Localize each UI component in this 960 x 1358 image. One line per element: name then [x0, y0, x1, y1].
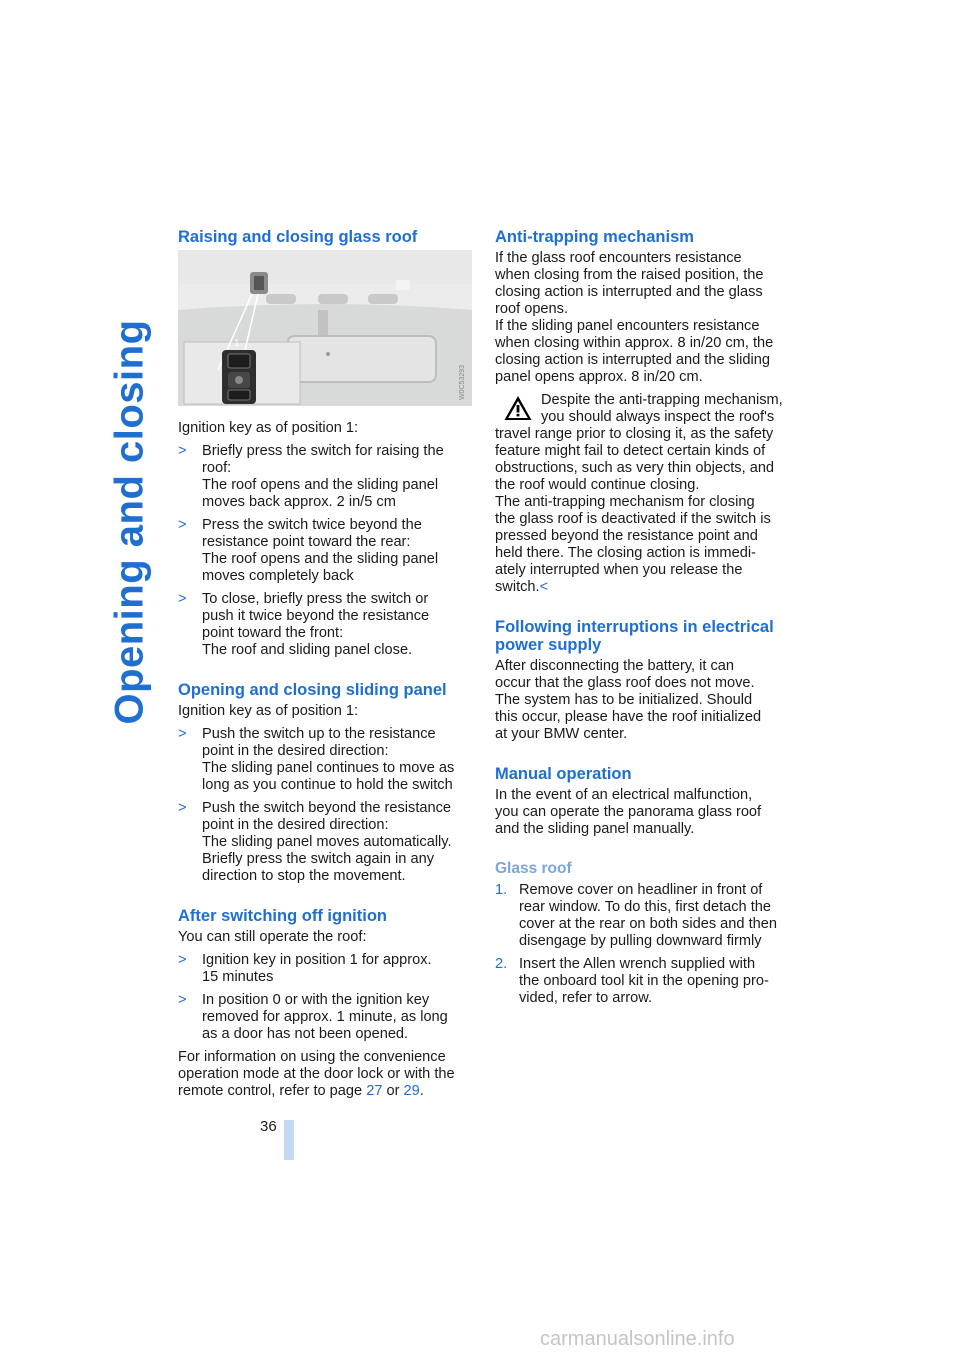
list-item-text: In position 0 or with the ignition key removed for approx. 1 minute, as long as a door has not been opened. [202, 992, 448, 1042]
site-watermark: carmanualsonline.info [540, 1328, 735, 1350]
list-item-text: Press the switch twice beyond the resistance point toward the rear: The roof opens and the sliding panel moves completely back [202, 517, 439, 584]
chapter-side-tab [104, 232, 156, 812]
step-number: 1. [495, 882, 508, 898]
list-item-text: Push the switch beyond the resistance point in the desired direction: The sliding panel moves automatically. Briefly press the switch again in any direction to stop the movement. [202, 800, 452, 884]
convenience-end: . [419, 1083, 424, 1099]
subheading-glass-roof: Glass roof [495, 860, 572, 877]
bullet-marker: > [178, 992, 187, 1008]
figure-code: W0C53293 [459, 364, 466, 400]
bullet-marker: > [178, 443, 187, 459]
bullet-marker: > [178, 952, 187, 968]
bullet-marker: > [178, 591, 187, 607]
list-item-text: Ignition key in position 1 for approx. 15 minutes [202, 952, 432, 985]
list-item-text: Briefly press the switch for raising the roof: The roof opens and the sliding panel moves back approx. 2 in/5 cm [202, 443, 444, 510]
page-link-29[interactable]: 29 [403, 1083, 420, 1099]
list-item [178, 800, 474, 885]
chapter-title: Opening and closing [107, 319, 152, 725]
bullet-marker: > [178, 726, 187, 742]
warning-text: Despite the anti-trapping mechanism, you should always inspect the roof's travel range prior to closing it, as the safety feature might fail to detect certain kinds of obstructions, such as very thin objects, and the roof would continue closing. The anti-trapping mechanism for closing the glass roof is deactivated if the switch is pressed beyond the resistance point and held there. The closing action is immedi- ately interrupted when you release the switch. [495, 392, 783, 595]
list-item [495, 882, 791, 950]
list-item [178, 726, 474, 794]
left-column [178, 228, 474, 1106]
list-item [178, 517, 474, 585]
heading-manual-operation: Manual operation [495, 765, 632, 783]
roof-switch-drawing [178, 250, 472, 406]
roof-switch-illustration [178, 250, 472, 406]
convenience-or: or [382, 1083, 404, 1099]
power-supply-text: After disconnecting the battery, it can occur that the glass roof does not move. The system has to be initialized. Should this occur, please have the roof initialized at your BMW center. [495, 658, 762, 742]
anti-trapping-text: If the glass roof encounters resistance when closing from the raised position, the closing action is interrupted and the glass roof opens. If the sliding panel encounters resistance when closing within approx. 8 in/20 cm, the closing action is interrupted and the sliding panel opens approx. 8 in/20 cm. [495, 250, 774, 385]
sliding-intro: Ignition key as of position 1: [178, 703, 359, 719]
warning-triangle-icon [503, 394, 533, 422]
list-item [178, 443, 474, 511]
page-marker-bar [284, 1120, 294, 1160]
page-link-27[interactable]: 27 [366, 1083, 383, 1099]
raise-intro: Ignition key as of position 1: [178, 420, 359, 436]
list-item-text: Push the switch up to the resistance point in the desired direction: The sliding panel continues to move as long as you continue to hold the switch [202, 726, 455, 793]
heading-sliding-panel: Opening and closing sliding panel [178, 681, 447, 699]
list-item [495, 956, 791, 1007]
manual-operation-text: In the event of an electrical malfunction, you can operate the panorama glass roof and the sliding panel manually. [495, 787, 762, 837]
bullet-marker: > [178, 800, 187, 816]
warning-note [495, 392, 791, 596]
list-item [178, 992, 474, 1043]
heading-power-supply: Following interruptions in electrical power supply [495, 618, 774, 654]
list-item [178, 591, 474, 659]
list-item-text: Remove cover on headliner in front of rear window. To do this, first detach the cover at the rear on both sides and then disengage by pulling downward firmly [519, 882, 777, 949]
page-number: 36 [260, 1118, 277, 1135]
list-item [178, 952, 474, 986]
heading-anti-trapping: Anti-trapping mechanism [495, 228, 694, 246]
list-item-text: Insert the Allen wrench supplied with the onboard tool kit in the opening pro- vided, refer to arrow. [519, 956, 769, 1006]
heading-raising-glass-roof: Raising and closing glass roof [178, 228, 418, 246]
heading-after-ignition: After switching off ignition [178, 907, 387, 925]
list-item-text: To close, briefly press the switch or push it twice beyond the resistance point toward the front: The roof and sliding panel close. [202, 591, 430, 658]
end-of-note-marker: < [539, 579, 549, 595]
bullet-marker: > [178, 517, 187, 533]
after-intro: You can still operate the roof: [178, 929, 367, 945]
right-column [495, 228, 791, 1013]
figure-callout-1: 1 [234, 338, 240, 349]
convenience-text: For information on using the convenience operation mode at the door lock or with the remote control, refer to page [178, 1049, 455, 1099]
convenience-paragraph [178, 1049, 474, 1100]
step-number: 2. [495, 956, 508, 972]
